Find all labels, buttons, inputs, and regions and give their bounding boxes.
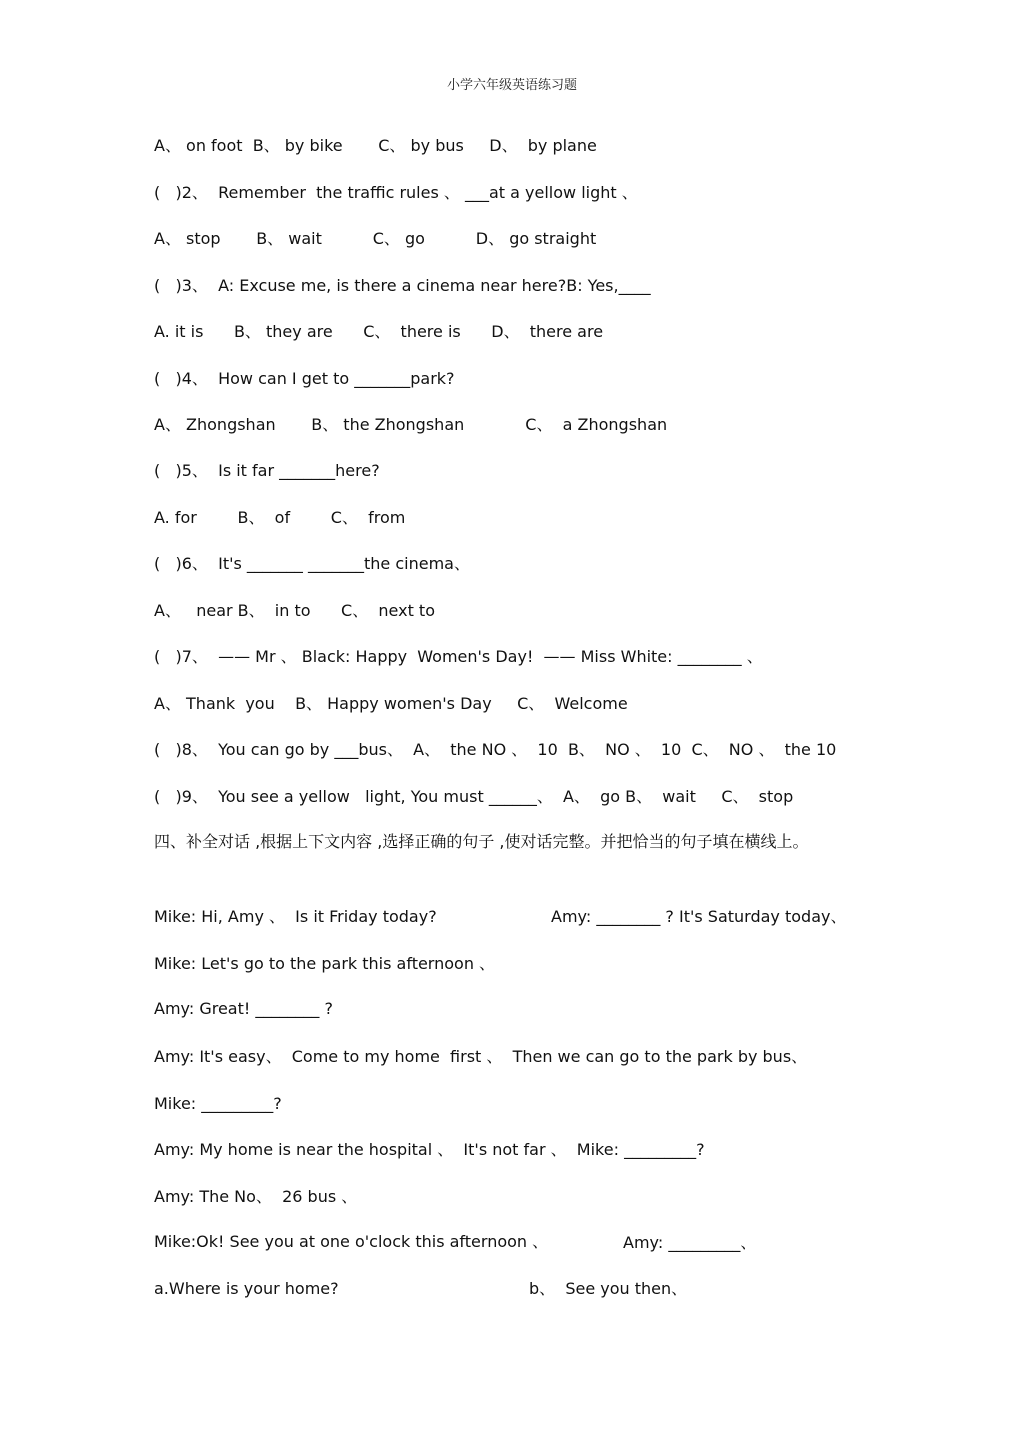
dialogue-line-7: Amy: The No、 26 bus 、 [154,1187,358,1206]
q2-options: A、 stop B、 wait C、 go D、 go straight [154,229,597,248]
q7-options: A、 Thank you B、 Happy women's Day C、 Welcome [154,694,628,713]
q1-options: A、 on foot B、 by bike C、 by bus D、 by plane [154,136,597,155]
q3-question: ( )3、 A: Excuse me, is there a cinema near here?B: Yes,____ [154,276,651,295]
q9-question: ( )9、 You see a yellow light, You must ______、 A、 go B、 wait C、 stop [154,787,794,806]
q5-question: ( )5、 Is it far _______here? [154,461,380,480]
q2-question: ( )2、 Remember the traffic rules 、 ___at a yellow light 、 [154,183,638,202]
option-b: b、 See you then、 [529,1279,688,1298]
q6-question: ( )6、 It's _______ _______the cinema、 [154,554,470,573]
q3-options: A. it is B、 they are C、 there is D、 there are [154,322,604,341]
dialogue-line-8-left: Mike:Ok! See you at one o'clock this afternoon 、 [154,1232,549,1251]
q6-options: A、 near B、 in to C、 next to [154,601,435,620]
dialogue-line-3: Amy: Great! ________ ? [154,999,333,1018]
dialogue-line-8-right: Amy: _________、 [623,1233,757,1252]
dialogue-line-6: Amy: My home is near the hospital 、 It's not far 、 Mike: _________? [154,1140,705,1159]
dialogue-line-5: Mike: _________? [154,1094,282,1113]
q7-question: ( )7、 —— Mr 、 Black: Happy Women's Day! —— Miss White: ________ 、 [154,647,763,666]
option-a: a.Where is your home? [154,1279,339,1298]
q5-options: A. for B、 of C、 from [154,508,406,527]
q4-question: ( )4、 How can I get to _______park? [154,369,455,388]
page-header: 小学六年级英语练习题 [446,78,577,93]
dialogue-line-1-left: Mike: Hi, Amy 、 Is it Friday today? [154,907,437,926]
dialogue-line-2: Mike: Let's go to the park this afternoon 、 [154,954,496,973]
dialogue-line-1-right: Amy: ________ ? It's Saturday today、 [551,907,847,926]
q4-options: A、 Zhongshan B、 the Zhongshan C、 a Zhongshan [154,415,668,434]
section-title: 四、补全对话 ,根据上下文内容 ,选择正确的句子 ,使对话完整。并把恰当的句子填在横线上。 [154,832,809,851]
q8-question: ( )8、 You can go by ___bus、 A、 the NO 、 10 B、 NO 、 10 C、 NO 、 the 10 [154,740,837,759]
dialogue-line-4: Amy: It's easy、 Come to my home first 、 Then we can go to the park by bus、 [154,1047,808,1066]
